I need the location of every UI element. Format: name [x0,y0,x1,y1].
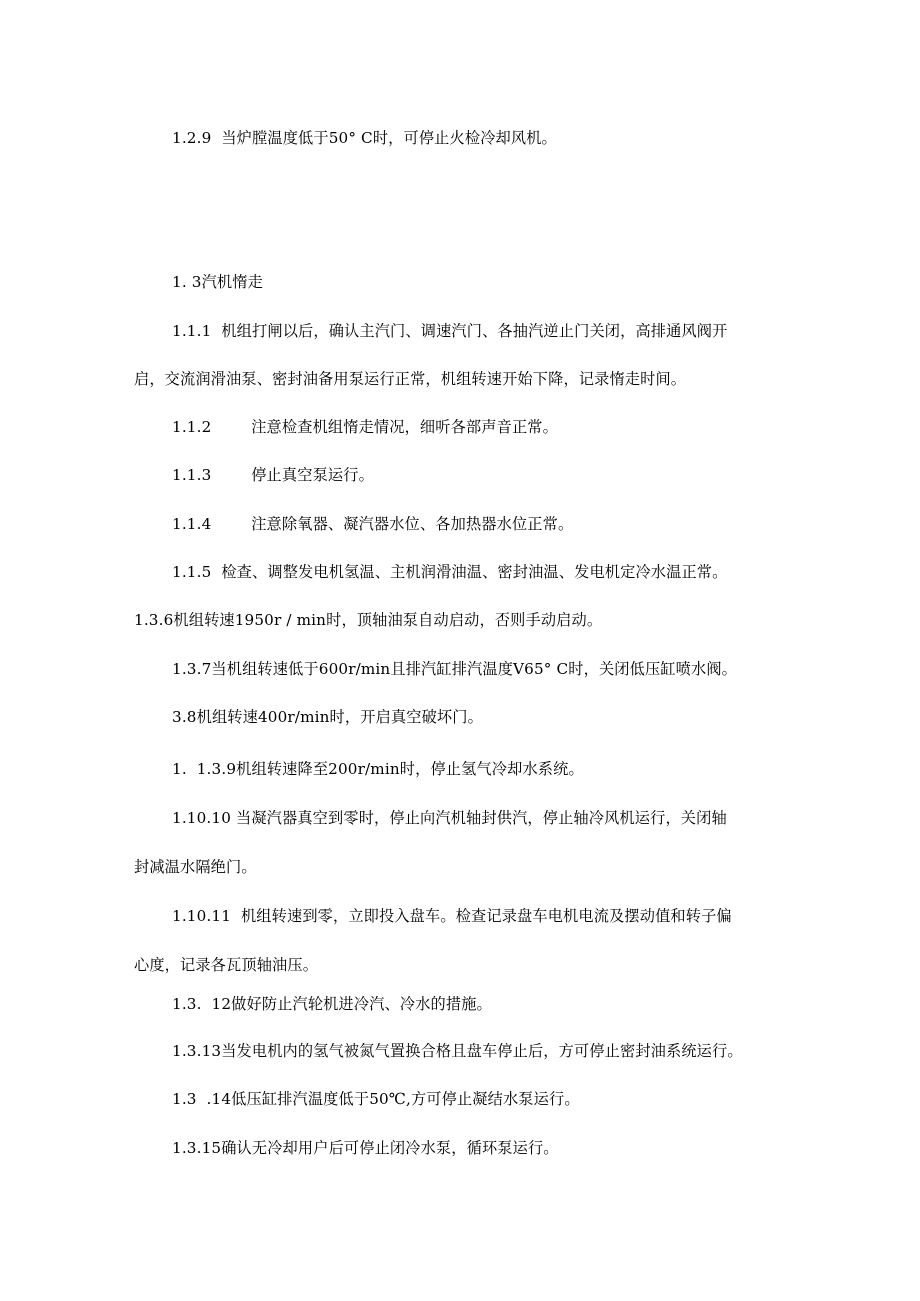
paragraph-1-1-1-line-2: 启，交流润滑油泵、密封油备用泵运行正常，机组转速开始下降，记录惰走时间。 [134,370,687,388]
paragraph-3-8: 3.8机组转速400r/min时，开启真空破坏门。 [172,708,483,726]
paragraph-1-10-11-line-1: 1.10.11 机组转速到零，立即投入盘车。检查记录盘车电机电流及摆动值和转子偏 [172,907,732,925]
paragraph-1-2-9: 1.2.9 当炉膛温度低于50° C时，可停止火检冷却风机。 [172,129,557,147]
paragraph-1-3-6: 1.3.6机组转速1950r / min时，顶轴油泵自动启动，否则手动启动。 [134,611,603,629]
paragraph-1-1-1-line-1: 1.1.1 机组打闸以后，确认主汽门、调速汽门、各抽汽逆止门关闭，高排通风阀开 [172,322,728,340]
paragraph-1-1-4: 1.1.4 注意除氧器、凝汽器水位、各加热器水位正常。 [172,515,574,533]
paragraph-1-1-2: 1.1.2 注意检查机组惰走情况，细听各部声音正常。 [172,418,558,436]
paragraph-1-3-15: 1.3.15确认无冷却用户后可停止闭冷水泵，循环泵运行。 [172,1139,559,1157]
paragraph-1-10-11-line-2: 心度，记录各瓦顶轴油压。 [134,956,319,974]
section-heading-1-3: 1. 3汽机惰走 [172,273,263,291]
paragraph-1-10-10-line-2: 封减温水隔绝门。 [134,858,257,876]
paragraph-1-3-12: 1.3. 12做好防止汽轮机进冷汽、冷水的措施。 [172,995,492,1013]
paragraph-1-1-5: 1.1.5 检查、调整发电机氢温、主机润滑油温、密封油温、发电机定冷水温正常。 [172,563,728,581]
paragraph-1-1-3: 1.1.3 停止真空泵运行。 [172,466,374,484]
paragraph-1-3-13: 1.3.13当发电机内的氢气被氮气置换合格且盘车停止后，方可停止密封油系统运行。 [172,1042,743,1060]
paragraph-1-3-14: 1.3 .14低压缸排汽温度低于50℃,方可停止凝结水泵运行。 [172,1090,580,1108]
paragraph-1-3-7: 1.3.7当机组转速低于600r/min且排汽缸排汽温度V65° C时，关闭低压缸喷水阀。 [172,660,738,678]
paragraph-1-10-10-line-1: 1.10.10 当凝汽器真空到零时，停止向汽机轴封供汽，停止轴冷风机运行，关闭轴 [172,809,727,827]
paragraph-1-3-9: 1. 1.3.9机组转速降至200r/min时，停止氢气冷却水系统。 [172,760,584,778]
